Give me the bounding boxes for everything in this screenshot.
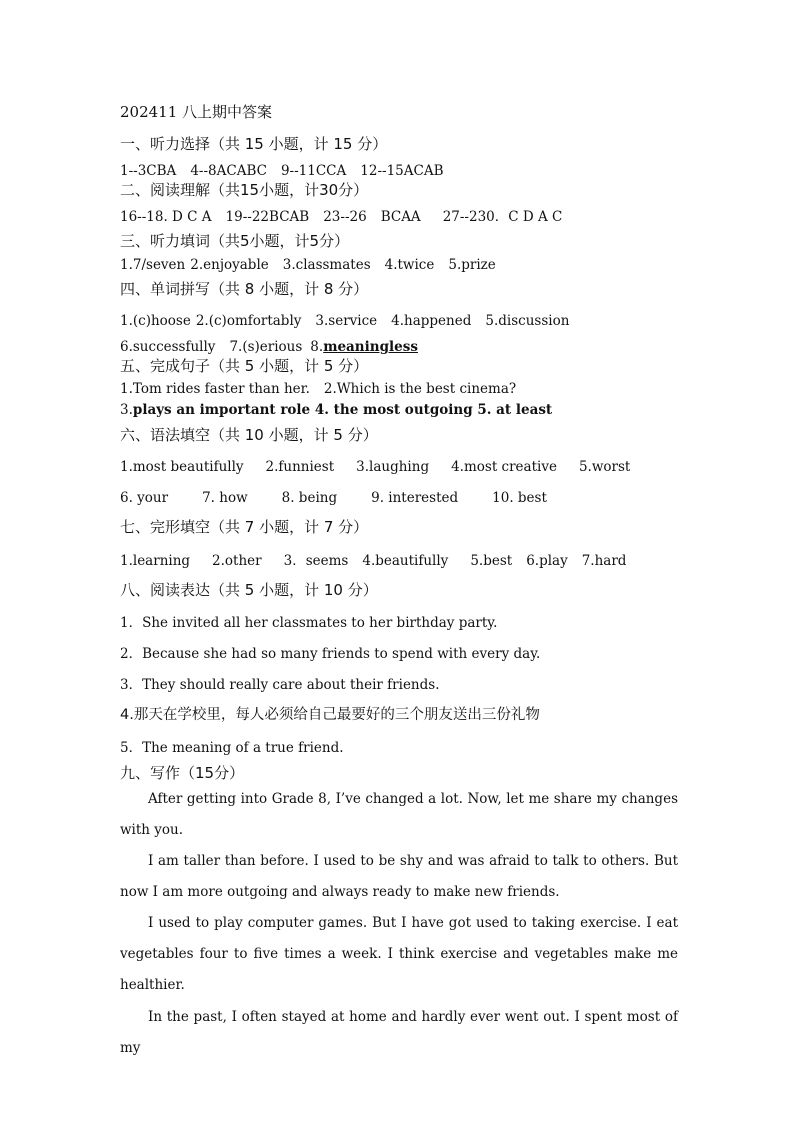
answer-item: 3.service <box>315 313 378 329</box>
reading-answer-4: 4.那天在学校里，每人必须给自己最要好的三个朋友送出三份礼物 <box>120 707 540 723</box>
answer-item: 5.best <box>470 553 513 569</box>
reading-answer-2: 2．Because she had so many friends to spend with every day. <box>120 646 541 662</box>
answer-item: 9--11CCA <box>280 163 347 179</box>
answer-item-emphasis: meaningless <box>323 339 418 355</box>
reading-answer-1: 1．She invited all her classmates to her birthday party. <box>120 615 498 631</box>
answer-item: 1.(c)hoose <box>120 313 191 329</box>
answer-item-emphasis: plays an important role 4. the most outgoing 5. at least <box>132 402 553 418</box>
answer-item: 3．seems <box>283 553 349 569</box>
answer-item: 27--230．C D A C <box>442 209 563 225</box>
answer-item: 2.enjoyable <box>190 257 269 273</box>
section-7-heading: 七、完形填空（共 7 小题，计 7 分） <box>120 518 369 536</box>
answer-item: 5.prize <box>448 257 496 273</box>
answer-item: 4.beautifully <box>362 553 449 569</box>
answer-item: 1.Tom rides faster than her. <box>120 381 310 397</box>
answer-item: 19--22BCAB <box>225 209 310 225</box>
section-6-answers-row-1 <box>120 458 630 476</box>
section-1-answers <box>120 162 444 180</box>
answer-item: 1.learning <box>120 553 191 569</box>
essay-paragraph-4: In the past, I often stayed at home and hardly ever went out. I spent most of my <box>120 1009 678 1056</box>
document-title: 202411 八上期中答案 <box>120 103 273 121</box>
answer-item: 2.(c)omfortably <box>195 313 302 329</box>
section-5-answers-row-2 <box>120 401 552 419</box>
answer-item: 10. best <box>492 490 547 506</box>
answer-item: 4.twice <box>384 257 435 273</box>
section-7-answers <box>120 552 626 570</box>
answer-item: 2.other <box>212 553 262 569</box>
answer-item: 5.discussion <box>485 313 570 329</box>
section-4-heading: 四、单词拼写（共 8 小题，计 8 分） <box>120 280 369 298</box>
answer-item: BCAA <box>380 209 421 225</box>
section-1-heading: 一、听力选择（共 15 小题，计 15 分） <box>120 135 388 153</box>
answer-item: 1.7/seven <box>120 257 186 273</box>
section-4-answers-row-1 <box>120 312 569 330</box>
section-4-answers-row-2 <box>120 338 418 356</box>
answer-item: 16--18. D C A <box>120 209 212 225</box>
answer-item: 3.classmates <box>282 257 371 273</box>
answer-item: 2.Which is the best cinema? <box>323 381 517 397</box>
reading-answer-3: 3．They should really care about their friends. <box>120 677 440 693</box>
section-6-answers-row-2 <box>120 489 547 507</box>
essay-paragraph-3: I used to play computer games. But I have got used to taking exercise. I eat vegetables four to five times a week. I think exercise and vegetables make me healthier. <box>120 915 678 993</box>
reading-answer-5: 5．The meaning of a true friend. <box>120 740 344 756</box>
answer-item: 4.most creative <box>451 459 557 475</box>
answer-item: 3.laughing <box>356 459 430 475</box>
answer-item: 2.funniest <box>265 459 335 475</box>
section-5-answers-row-1 <box>120 380 516 398</box>
answer-item: 23--26 <box>323 209 367 225</box>
answer-item: 6. your <box>120 490 169 506</box>
answer-item: 9. interested <box>371 490 459 506</box>
section-5-heading: 五、完成句子（共 5 小题，计 5 分） <box>120 357 369 375</box>
section-2-answers <box>120 208 562 226</box>
answer-item: 4--8ACABC <box>190 163 267 179</box>
answer-item: 8. being <box>281 490 338 506</box>
section-2-heading: 二、阅读理解（共15小题，计30分） <box>120 181 369 199</box>
essay-paragraph-1: After getting into Grade 8, I’ve changed a lot. Now, let me share my changes with you. <box>120 791 678 838</box>
answer-item: 12--15ACAB <box>360 163 444 179</box>
section-8-heading: 八、阅读表达（共 5 小题，计 10 分） <box>120 581 378 599</box>
essay-paragraph-2: I am taller than before. I used to be shy and was afraid to talk to others. But now I am more outgoing and always ready to make new friends. <box>120 853 678 900</box>
section-3-answers <box>120 256 496 274</box>
answer-item: 7.hard <box>581 553 627 569</box>
answer-item: 6.successfully <box>120 339 216 355</box>
section-6-heading: 六、语法填空（共 10 小题，计 5 分） <box>120 426 378 444</box>
answer-item: 7.(s)erious <box>229 339 303 355</box>
answer-item: 6.play <box>526 553 568 569</box>
answer-item: 5.worst <box>578 459 631 475</box>
answer-item: 7. how <box>202 490 248 506</box>
answer-item: 1--3CBA <box>120 163 177 179</box>
answer-item-number: 3. <box>120 402 133 418</box>
answer-item: 8. <box>310 339 324 355</box>
section-9-heading: 九、写作（15分） <box>120 764 245 782</box>
section-3-heading: 三、听力填词（共5小题，计5分） <box>120 232 350 250</box>
answer-item: 4.happened <box>391 313 472 329</box>
answer-item: 1.most beautifully <box>120 459 244 475</box>
